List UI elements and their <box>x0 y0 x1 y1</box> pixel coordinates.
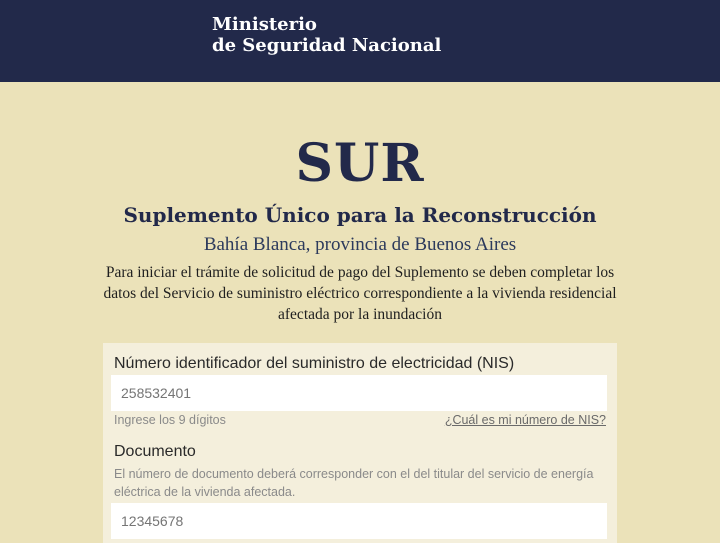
documento-input[interactable] <box>111 503 607 539</box>
nis-input[interactable] <box>111 375 607 411</box>
ministry-line-1: Ministerio <box>212 14 317 35</box>
documento-label: Documento <box>114 443 196 460</box>
location-text: Bahía Blanca, provincia de Buenos Aires <box>203 234 517 255</box>
intro-text: Para iniciar el trámite de solicitud de pago del Suplemento se deben completar los datos del Servicio de suministro eléctrico correspondiente a la vivienda residencial afectada por la inundación <box>103 264 617 323</box>
form-card <box>103 343 617 543</box>
nis-hint: Ingrese los 9 dígitos <box>114 413 226 427</box>
nis-label: Número identificador del suministro de electricidad (NIS) <box>114 355 515 372</box>
page-subtitle: Suplemento Único para la Reconstrucción <box>123 203 597 227</box>
header-bar <box>0 0 720 82</box>
page-title: SUR <box>295 133 425 194</box>
nis-help-link[interactable]: ¿Cuál es mi número de NIS? <box>444 413 606 427</box>
ministry-line-2: de Seguridad Nacional <box>212 35 442 56</box>
documento-description: El número de documento deberá corresponder con el del titular del servicio de energía eléctrica de la vivienda afectada. <box>114 467 594 499</box>
ministry-logo[interactable] <box>212 14 441 56</box>
